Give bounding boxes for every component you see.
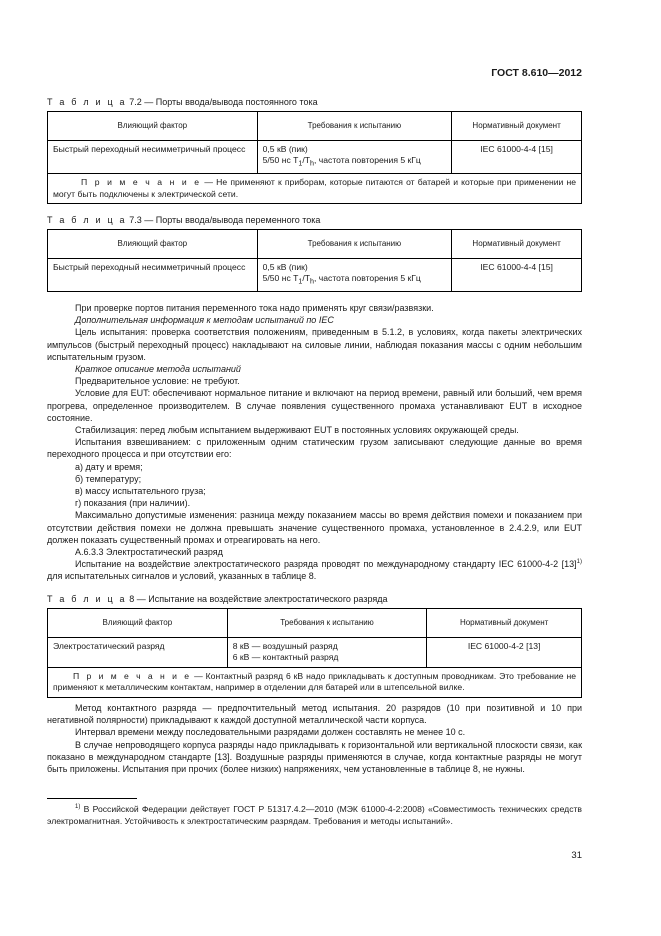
list-item: г) показания (при наличии). (75, 498, 191, 509)
table-7-2 (47, 111, 582, 204)
column-header: Нормативный документ (452, 112, 582, 141)
column-header: Нормативный документ (452, 230, 582, 259)
factor-cell: Быстрый переходный несимметричный процесс (48, 140, 258, 174)
list-item: в) массу испытательного груза; (75, 486, 206, 497)
paragraph: При проверке портов питания переменного тока надо применять круг связи/развязки. (75, 303, 434, 313)
table-row (48, 637, 582, 667)
paragraph: В случае непроводящего корпуса разряды надо прикладывать к горизонтальной или вертикальной плоскости связи, как показано в международном стандарте [13]. Воздушные разряды применяются в случае, когда контактные разряды не могут быть приложены. Испытания при прочих (более низких) напряжениях, чем установленные в таблице 8, не нужны. (47, 739, 582, 775)
req-sub-1: 1 (298, 159, 303, 168)
paragraph: Предварительное условие: не требуют. (75, 376, 240, 387)
table-note (48, 667, 582, 697)
table-note (48, 174, 582, 204)
table-8-caption (47, 593, 387, 605)
document-cell: IEC 61000-4-4 [15] (452, 140, 582, 174)
requirement-line-2 (263, 273, 447, 288)
table-8 (47, 608, 582, 698)
caption-label: Т а б л и ц а (47, 594, 127, 604)
note-label: П р и м е ч а н и е (73, 670, 192, 681)
req-sub-1: 1 (298, 277, 303, 286)
req-pre: 5/50 нс T (262, 273, 299, 283)
paragraph: Максимально допустимые изменения: разница между показанием массы во время действия помехи и показанием при отсутствии действия помехи не должна превышать значение существенного промаха, установленное в 2.4.2.9, или EUT должен показать существенный промах и отреагировать на него. (47, 510, 582, 545)
column-header: Влияющий фактор (48, 609, 228, 638)
requirement-line-1: 8 кВ — воздушный разряд (232, 640, 338, 651)
req-mid: /T (302, 273, 311, 283)
body-section-1 (47, 302, 582, 583)
requirement-cell (227, 637, 427, 667)
table-note-row (48, 174, 582, 204)
column-header: Влияющий фактор (48, 230, 258, 259)
column-header: Влияющий фактор (48, 112, 258, 141)
section-heading: А.6.3.3 Электростатический разряд (75, 547, 223, 558)
req-sub-2: h (310, 277, 315, 286)
requirement-cell (257, 140, 452, 174)
caption-label: Т а б л и ц а (47, 215, 127, 225)
requirement-line-2: 6 кВ — контактный разряд (232, 652, 339, 662)
factor-cell: Электростатический разряд (48, 637, 228, 667)
table-row (48, 258, 582, 292)
column-header: Требования к испытанию (227, 609, 427, 638)
req-post: , частота повторения 5 кГц (314, 155, 421, 165)
requirement-line-1: 0,5 кВ (пик) (262, 143, 308, 154)
footnote-ref: 1) (576, 559, 582, 566)
footnote (47, 803, 582, 827)
caption-text: 8 — Испытание на воздействие электростатического разряда (129, 594, 388, 604)
factor-cell: Быстрый переходный несимметричный процесс (48, 258, 258, 292)
footnote-text: В Российской Федерации действует ГОСТ Р 51317.4.2—2010 (МЭК 61000-4-2:2008) «Совместимость технических средств электромагнитная. Устойчивость к электростатическим разрядам. Требования и методы испытаний». (47, 804, 582, 826)
req-mid: /T (302, 155, 311, 165)
paragraph: Интервал времени между последовательными разрядами должен составлять не менее 10 с. (75, 727, 466, 738)
note-text: — Контактный разряд 6 кВ надо прикладывать к доступным проводникам. Это требование не применяют к металлическим контактам, например в отделении для батарей или в штепсельной вилке. (53, 670, 576, 692)
table-7-3-caption (47, 214, 320, 226)
note-label: П р и м е ч а н и е (81, 177, 202, 188)
body-section-2 (47, 702, 582, 775)
requirement-line-2 (263, 155, 447, 170)
footnote-mark: 1) (75, 804, 81, 811)
table-note-row (48, 667, 582, 697)
table-header-row (48, 112, 582, 141)
table-7-2-caption (47, 96, 318, 108)
page-number: 31 (571, 850, 582, 861)
table-row (48, 140, 582, 174)
note-text: — Не применяют к приборам, которые питаются от батарей и которые при применении не могут быть подключены к электрической сети. (53, 177, 577, 199)
column-header: Требования к испытанию (257, 230, 452, 259)
paragraph (47, 558, 582, 582)
table-7-3 (47, 229, 582, 292)
document-cell: IEC 61000-4-4 [15] (452, 258, 582, 292)
subheading: Краткое описание метода испытаний (75, 364, 241, 375)
caption-text: 7.2 — Порты ввода/вывода постоянного тока (129, 97, 318, 107)
column-header: Нормативный документ (427, 609, 582, 638)
table-header-row (48, 609, 582, 638)
standard-header: ГОСТ 8.610—2012 (491, 67, 582, 79)
req-pre: 5/50 нс T (262, 155, 299, 165)
list-item: б) температуру; (75, 473, 142, 484)
text: Испытание на воздействие электростатического разряда проводят по международному стандарту IEC 61000-4-2 [13] (75, 559, 577, 570)
paragraph: Цель испытания: проверка соответствия положениям, приведенным в 5.1.2, в условиях, когда пакеты электрических импульсов (быстрый переходный процесс) накладывают на силовые линии, наблюдая показания массы с одним небольшим испытательным грузом. (47, 327, 582, 362)
footnote-separator (47, 798, 137, 799)
req-post: , частота повторения 5 кГц (314, 273, 421, 283)
caption-text: 7.3 — Порты ввода/вывода переменного тока (129, 215, 321, 225)
document-cell: IEC 61000-4-2 [13] (427, 637, 582, 667)
paragraph: Испытания взвешиванием: с приложенным одним статическим грузом записывают следующие данные во время переходного процесса и при отсутствии его: (47, 437, 582, 460)
paragraph: Стабилизация: перед любым испытанием выдерживают EUT в постоянных условиях окружающей среды. (75, 425, 519, 436)
req-sub-2: h (310, 159, 315, 168)
text: для испытательных сигналов и условий, указанных в таблице 8. (47, 571, 317, 582)
requirement-cell (257, 258, 452, 292)
paragraph: Условие для EUT: обеспечивают нормальное питание и включают на период времени, равный или больший, чем время прогрева, определенное производителем. В случае появления существенного промаха устанавливают EUT в исходное состояние. (47, 388, 582, 423)
paragraph: Метод контактного разряда — предпочтительный метод испытания. 20 разрядов (10 при позитивной и 10 при негативной полярности) прикладывают к каждой доступной металлической части корпуса. (47, 703, 582, 726)
table-header-row (48, 230, 582, 259)
list-item: а) дату и время; (75, 461, 143, 472)
caption-label: Т а б л и ц а (47, 97, 127, 107)
subheading: Дополнительная информация к методам испытаний по IEC (75, 315, 334, 326)
requirement-line-1: 0,5 кВ (пик) (262, 261, 308, 272)
column-header: Требования к испытанию (257, 112, 452, 141)
